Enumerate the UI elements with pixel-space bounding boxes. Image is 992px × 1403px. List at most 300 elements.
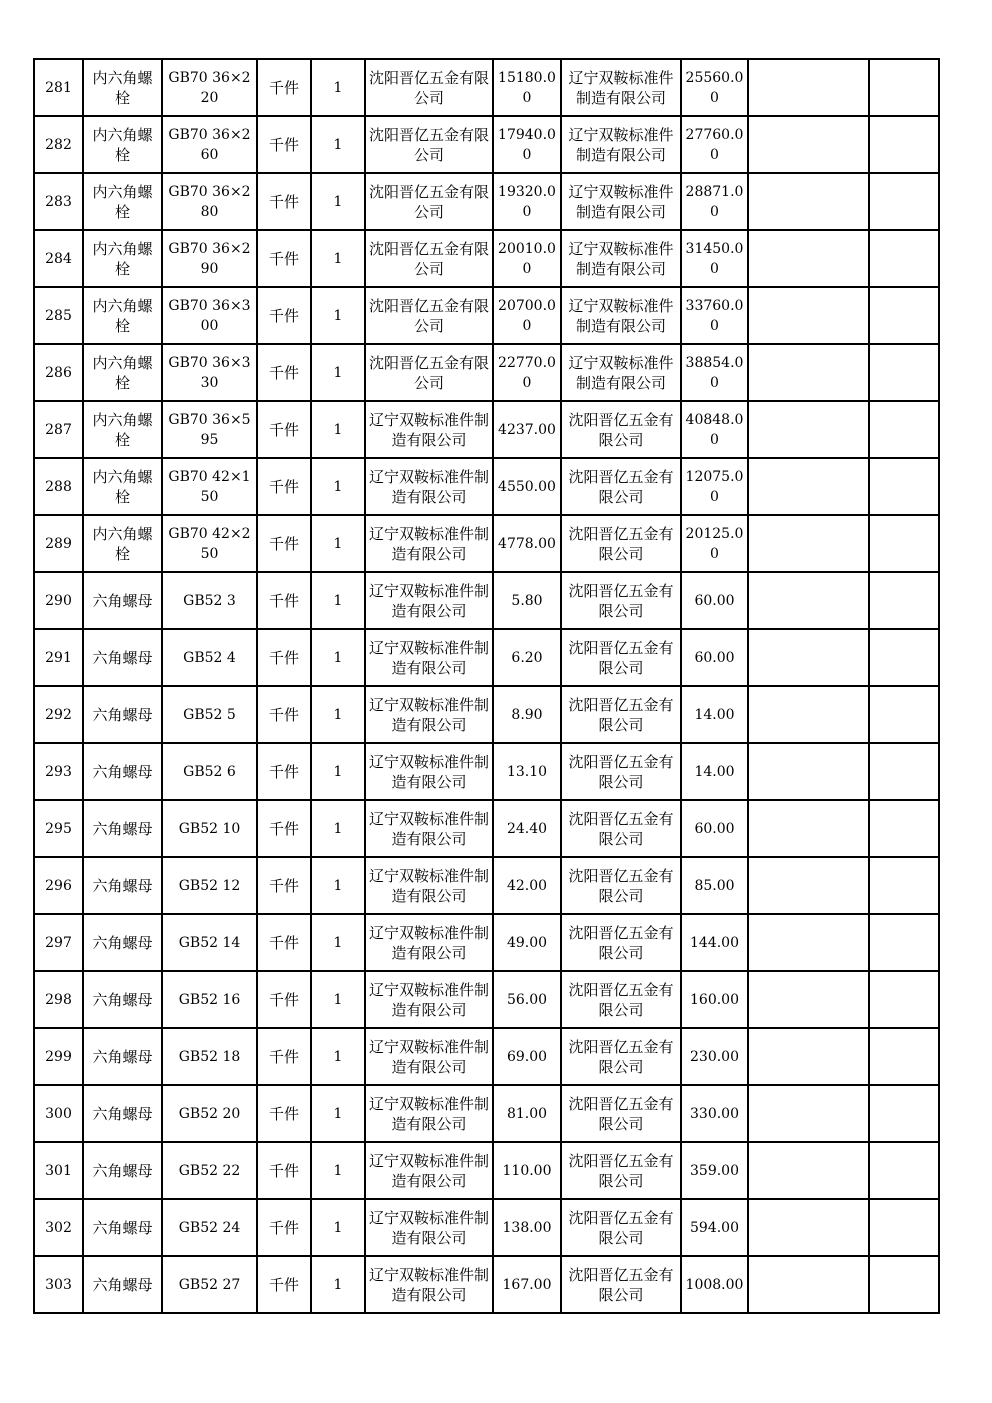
row-number-cell-text: 303 bbox=[45, 1276, 72, 1293]
item-name-cell bbox=[83, 173, 162, 230]
item-name-cell-text: 内六角螺栓 bbox=[92, 524, 153, 563]
price-a-cell bbox=[493, 59, 561, 116]
quantity-cell-text: 1 bbox=[333, 1162, 343, 1179]
unit-cell bbox=[257, 1085, 311, 1142]
price-b-cell-text: 14.00 bbox=[694, 763, 735, 780]
price-b-cell-text: 144.00 bbox=[690, 934, 739, 951]
row-number-cell-text: 287 bbox=[45, 421, 72, 438]
spec-cell-text: GB70 36×260 bbox=[168, 126, 251, 163]
item-name-cell-text: 内六角螺栓 bbox=[92, 68, 153, 107]
unit-cell bbox=[257, 743, 311, 800]
spec-cell-text: GB52 16 bbox=[178, 991, 241, 1008]
price-b-cell-text: 1008.00 bbox=[685, 1276, 744, 1293]
supplier-b-cell bbox=[561, 401, 681, 458]
row-number-cell bbox=[34, 230, 83, 287]
unit-cell-text: 千件 bbox=[268, 420, 299, 439]
supplier-a-cell bbox=[365, 914, 493, 971]
supplier-a-cell bbox=[365, 686, 493, 743]
price-b-cell bbox=[681, 629, 748, 686]
quantity-cell-text: 1 bbox=[333, 535, 343, 552]
supplier-b-cell bbox=[561, 116, 681, 173]
quantity-cell bbox=[311, 629, 365, 686]
item-name-cell-text: 六角螺母 bbox=[92, 876, 153, 895]
quantity-cell-text: 1 bbox=[333, 250, 343, 267]
price-b-cell bbox=[681, 1142, 748, 1199]
price-b-cell bbox=[681, 800, 748, 857]
supplier-b-cell-text: 沈阳晋亿五金有限公司 bbox=[568, 1037, 674, 1076]
quantity-cell-text: 1 bbox=[333, 991, 343, 1008]
unit-cell bbox=[257, 800, 311, 857]
blank-cell-11 bbox=[869, 116, 939, 173]
quantity-cell-text: 1 bbox=[333, 193, 343, 210]
item-name-cell-text: 内六角螺栓 bbox=[92, 296, 153, 335]
price-a-cell bbox=[493, 1085, 561, 1142]
price-b-cell-text: 330.00 bbox=[690, 1105, 739, 1122]
unit-cell bbox=[257, 971, 311, 1028]
price-b-cell-text: 230.00 bbox=[690, 1048, 739, 1065]
supplier-a-cell bbox=[365, 1199, 493, 1256]
table-row bbox=[34, 629, 939, 686]
spec-cell-text: GB52 4 bbox=[183, 649, 236, 666]
supplier-a-cell-text: 辽宁双鞍标准件制造有限公司 bbox=[368, 752, 489, 791]
table-row bbox=[34, 287, 939, 344]
blank-cell-11 bbox=[869, 1142, 939, 1199]
supplier-b-cell bbox=[561, 1256, 681, 1313]
supplier-a-cell-text: 沈阳晋亿五金有限公司 bbox=[368, 353, 489, 392]
row-number-cell bbox=[34, 971, 83, 1028]
spec-cell-text: GB70 36×300 bbox=[168, 297, 251, 334]
price-a-cell-text: 8.90 bbox=[511, 706, 543, 723]
supplier-b-cell-text: 沈阳晋亿五金有限公司 bbox=[568, 1094, 674, 1133]
supplier-b-cell-text: 沈阳晋亿五金有限公司 bbox=[568, 1265, 674, 1304]
blank-cell-10 bbox=[748, 344, 869, 401]
unit-cell-text: 千件 bbox=[268, 705, 299, 724]
supplier-b-cell bbox=[561, 1085, 681, 1142]
spec-cell-text: GB52 6 bbox=[183, 763, 236, 780]
spec-cell-text: GB52 22 bbox=[178, 1162, 241, 1179]
supplier-a-cell-text: 辽宁双鞍标准件制造有限公司 bbox=[368, 866, 489, 905]
item-name-cell-text: 六角螺母 bbox=[92, 1275, 153, 1294]
blank-cell-11 bbox=[869, 629, 939, 686]
price-a-cell-text: 42.00 bbox=[506, 877, 548, 894]
item-name-cell-text: 六角螺母 bbox=[92, 1104, 153, 1123]
blank-cell-10 bbox=[748, 287, 869, 344]
price-a-cell-text: 24.40 bbox=[506, 820, 548, 837]
unit-cell-text: 千件 bbox=[268, 135, 299, 154]
supplier-b-cell-text: 沈阳晋亿五金有限公司 bbox=[568, 581, 674, 620]
price-a-cell bbox=[493, 230, 561, 287]
unit-cell bbox=[257, 572, 311, 629]
price-b-cell-text: 31450.00 bbox=[685, 240, 744, 277]
supplier-b-cell bbox=[561, 800, 681, 857]
item-name-cell bbox=[83, 857, 162, 914]
supplier-a-cell-text: 沈阳晋亿五金有限公司 bbox=[368, 239, 489, 278]
unit-cell bbox=[257, 401, 311, 458]
price-a-cell bbox=[493, 857, 561, 914]
price-b-cell bbox=[681, 572, 748, 629]
table-row bbox=[34, 800, 939, 857]
table-row bbox=[34, 344, 939, 401]
price-b-cell bbox=[681, 1085, 748, 1142]
row-number-cell-text: 286 bbox=[45, 364, 72, 381]
item-name-cell-text: 内六角螺栓 bbox=[92, 410, 153, 449]
quantity-cell-text: 1 bbox=[333, 364, 343, 381]
quantity-cell-text: 1 bbox=[333, 136, 343, 153]
unit-cell bbox=[257, 59, 311, 116]
quantity-cell-text: 1 bbox=[333, 934, 343, 951]
blank-cell-10 bbox=[748, 116, 869, 173]
unit-cell-text: 千件 bbox=[268, 477, 299, 496]
unit-cell bbox=[257, 515, 311, 572]
spec-cell-text: GB52 14 bbox=[178, 934, 241, 951]
blank-cell-10 bbox=[748, 629, 869, 686]
supplier-a-cell bbox=[365, 1028, 493, 1085]
quantity-cell-text: 1 bbox=[333, 1048, 343, 1065]
price-a-cell bbox=[493, 458, 561, 515]
table-row bbox=[34, 1199, 939, 1256]
unit-cell bbox=[257, 116, 311, 173]
unit-cell bbox=[257, 1028, 311, 1085]
price-b-cell bbox=[681, 857, 748, 914]
supplier-b-cell-text: 辽宁双鞍标准件制造有限公司 bbox=[568, 182, 674, 221]
price-a-cell bbox=[493, 1256, 561, 1313]
quantity-cell bbox=[311, 914, 365, 971]
price-b-cell-text: 14.00 bbox=[694, 706, 735, 723]
item-name-cell bbox=[83, 743, 162, 800]
supplier-a-cell-text: 辽宁双鞍标准件制造有限公司 bbox=[368, 809, 489, 848]
spec-cell bbox=[162, 1199, 257, 1256]
supplier-b-cell bbox=[561, 59, 681, 116]
price-b-cell-text: 60.00 bbox=[694, 649, 735, 666]
price-b-cell-text: 359.00 bbox=[690, 1162, 739, 1179]
supplier-b-cell bbox=[561, 1142, 681, 1199]
unit-cell-text: 千件 bbox=[268, 1161, 299, 1180]
item-name-cell bbox=[83, 344, 162, 401]
quantity-cell bbox=[311, 1142, 365, 1199]
spec-cell bbox=[162, 59, 257, 116]
price-b-cell bbox=[681, 1256, 748, 1313]
row-number-cell bbox=[34, 287, 83, 344]
spec-cell bbox=[162, 572, 257, 629]
supplier-b-cell-text: 辽宁双鞍标准件制造有限公司 bbox=[568, 68, 674, 107]
supplier-a-cell-text: 辽宁双鞍标准件制造有限公司 bbox=[368, 638, 489, 677]
price-a-cell bbox=[493, 515, 561, 572]
unit-cell bbox=[257, 230, 311, 287]
price-a-cell bbox=[493, 116, 561, 173]
supplier-b-cell bbox=[561, 287, 681, 344]
supplier-b-cell bbox=[561, 629, 681, 686]
unit-cell-text: 千件 bbox=[268, 648, 299, 667]
item-name-cell bbox=[83, 59, 162, 116]
item-name-cell-text: 内六角螺栓 bbox=[92, 353, 153, 392]
quantity-cell-text: 1 bbox=[333, 820, 343, 837]
supplier-b-cell bbox=[561, 572, 681, 629]
spec-cell-text: GB70 36×330 bbox=[168, 354, 251, 391]
row-number-cell bbox=[34, 686, 83, 743]
blank-cell-11 bbox=[869, 743, 939, 800]
price-b-cell bbox=[681, 971, 748, 1028]
unit-cell bbox=[257, 857, 311, 914]
quantity-cell bbox=[311, 59, 365, 116]
row-number-cell-text: 281 bbox=[45, 79, 72, 96]
item-name-cell-text: 内六角螺栓 bbox=[92, 125, 153, 164]
price-comparison-table bbox=[33, 58, 940, 1314]
supplier-a-cell-text: 辽宁双鞍标准件制造有限公司 bbox=[368, 1151, 489, 1190]
supplier-b-cell-text: 辽宁双鞍标准件制造有限公司 bbox=[568, 125, 674, 164]
unit-cell bbox=[257, 629, 311, 686]
quantity-cell bbox=[311, 458, 365, 515]
spec-cell bbox=[162, 1142, 257, 1199]
spec-cell-text: GB70 36×220 bbox=[168, 69, 251, 106]
item-name-cell bbox=[83, 1256, 162, 1313]
quantity-cell bbox=[311, 401, 365, 458]
row-number-cell bbox=[34, 458, 83, 515]
unit-cell-text: 千件 bbox=[268, 192, 299, 211]
table-row bbox=[34, 1142, 939, 1199]
supplier-a-cell bbox=[365, 857, 493, 914]
supplier-b-cell-text: 沈阳晋亿五金有限公司 bbox=[568, 695, 674, 734]
row-number-cell bbox=[34, 1142, 83, 1199]
item-name-cell bbox=[83, 572, 162, 629]
item-name-cell-text: 六角螺母 bbox=[92, 648, 153, 667]
quantity-cell-text: 1 bbox=[333, 592, 343, 609]
supplier-b-cell-text: 辽宁双鞍标准件制造有限公司 bbox=[568, 296, 674, 335]
blank-cell-10 bbox=[748, 1256, 869, 1313]
spec-cell-text: GB70 36×595 bbox=[168, 411, 251, 448]
price-a-cell bbox=[493, 401, 561, 458]
price-b-cell-text: 20125.00 bbox=[685, 525, 744, 562]
supplier-b-cell bbox=[561, 230, 681, 287]
supplier-a-cell bbox=[365, 344, 493, 401]
supplier-b-cell bbox=[561, 857, 681, 914]
item-name-cell bbox=[83, 1199, 162, 1256]
supplier-a-cell bbox=[365, 1085, 493, 1142]
item-name-cell-text: 六角螺母 bbox=[92, 762, 153, 781]
unit-cell bbox=[257, 173, 311, 230]
blank-cell-11 bbox=[869, 800, 939, 857]
supplier-a-cell bbox=[365, 287, 493, 344]
price-a-cell bbox=[493, 914, 561, 971]
quantity-cell-text: 1 bbox=[333, 1105, 343, 1122]
table-row bbox=[34, 686, 939, 743]
quantity-cell bbox=[311, 857, 365, 914]
row-number-cell bbox=[34, 344, 83, 401]
row-number-cell-text: 301 bbox=[45, 1162, 72, 1179]
price-a-cell-text: 5.80 bbox=[511, 592, 543, 609]
supplier-b-cell-text: 沈阳晋亿五金有限公司 bbox=[568, 866, 674, 905]
supplier-a-cell bbox=[365, 800, 493, 857]
price-a-cell-text: 138.00 bbox=[502, 1219, 552, 1236]
supplier-b-cell-text: 沈阳晋亿五金有限公司 bbox=[568, 1151, 674, 1190]
price-a-cell-text: 20700.00 bbox=[498, 297, 556, 334]
unit-cell-text: 千件 bbox=[268, 819, 299, 838]
table-row bbox=[34, 971, 939, 1028]
quantity-cell bbox=[311, 1199, 365, 1256]
table-row bbox=[34, 743, 939, 800]
supplier-a-cell-text: 辽宁双鞍标准件制造有限公司 bbox=[368, 467, 489, 506]
spec-cell bbox=[162, 116, 257, 173]
row-number-cell-text: 292 bbox=[45, 706, 72, 723]
blank-cell-11 bbox=[869, 857, 939, 914]
spec-cell bbox=[162, 800, 257, 857]
price-b-cell bbox=[681, 1028, 748, 1085]
spec-cell-text: GB70 36×280 bbox=[168, 183, 251, 220]
price-b-cell bbox=[681, 743, 748, 800]
row-number-cell bbox=[34, 743, 83, 800]
price-b-cell-text: 85.00 bbox=[694, 877, 735, 894]
row-number-cell bbox=[34, 1028, 83, 1085]
item-name-cell-text: 六角螺母 bbox=[92, 990, 153, 1009]
price-b-cell bbox=[681, 116, 748, 173]
spec-cell-text: GB52 27 bbox=[178, 1276, 241, 1293]
blank-cell-10 bbox=[748, 230, 869, 287]
spec-cell-text: GB52 5 bbox=[183, 706, 236, 723]
spec-cell-text: GB52 3 bbox=[183, 592, 236, 609]
price-b-cell bbox=[681, 686, 748, 743]
spec-cell-text: GB52 18 bbox=[178, 1048, 241, 1065]
row-number-cell-text: 290 bbox=[45, 592, 72, 609]
supplier-b-cell-text: 辽宁双鞍标准件制造有限公司 bbox=[568, 353, 674, 392]
quantity-cell-text: 1 bbox=[333, 877, 343, 894]
spec-cell bbox=[162, 401, 257, 458]
blank-cell-11 bbox=[869, 914, 939, 971]
supplier-b-cell-text: 沈阳晋亿五金有限公司 bbox=[568, 638, 674, 677]
quantity-cell-text: 1 bbox=[333, 1276, 343, 1293]
spec-cell bbox=[162, 173, 257, 230]
row-number-cell-text: 289 bbox=[45, 535, 72, 552]
supplier-a-cell bbox=[365, 59, 493, 116]
spec-cell bbox=[162, 1028, 257, 1085]
blank-cell-11 bbox=[869, 1256, 939, 1313]
spec-cell bbox=[162, 344, 257, 401]
quantity-cell-text: 1 bbox=[333, 421, 343, 438]
row-number-cell bbox=[34, 857, 83, 914]
supplier-a-cell bbox=[365, 572, 493, 629]
unit-cell-text: 千件 bbox=[268, 306, 299, 325]
item-name-cell-text: 内六角螺栓 bbox=[92, 182, 153, 221]
price-b-cell-text: 12075.00 bbox=[685, 468, 744, 505]
spec-cell-text: GB70 42×150 bbox=[168, 468, 251, 505]
quantity-cell bbox=[311, 1085, 365, 1142]
row-number-cell bbox=[34, 572, 83, 629]
supplier-a-cell bbox=[365, 116, 493, 173]
item-name-cell-text: 六角螺母 bbox=[92, 1218, 153, 1237]
spec-cell bbox=[162, 857, 257, 914]
price-b-cell bbox=[681, 230, 748, 287]
blank-cell-11 bbox=[869, 401, 939, 458]
supplier-b-cell-text: 沈阳晋亿五金有限公司 bbox=[568, 1208, 674, 1247]
blank-cell-10 bbox=[748, 458, 869, 515]
blank-cell-11 bbox=[869, 1199, 939, 1256]
unit-cell bbox=[257, 1199, 311, 1256]
item-name-cell bbox=[83, 1085, 162, 1142]
supplier-b-cell bbox=[561, 914, 681, 971]
blank-cell-10 bbox=[748, 1085, 869, 1142]
price-b-cell bbox=[681, 1199, 748, 1256]
price-a-cell-text: 4237.00 bbox=[498, 421, 556, 438]
blank-cell-10 bbox=[748, 743, 869, 800]
blank-cell-10 bbox=[748, 173, 869, 230]
supplier-b-cell bbox=[561, 1199, 681, 1256]
spec-cell-text: GB52 24 bbox=[178, 1219, 241, 1236]
item-name-cell bbox=[83, 458, 162, 515]
item-name-cell bbox=[83, 914, 162, 971]
item-name-cell bbox=[83, 800, 162, 857]
item-name-cell bbox=[83, 1142, 162, 1199]
quantity-cell bbox=[311, 686, 365, 743]
price-b-cell-text: 60.00 bbox=[694, 592, 735, 609]
item-name-cell-text: 六角螺母 bbox=[92, 819, 153, 838]
price-b-cell bbox=[681, 401, 748, 458]
blank-cell-10 bbox=[748, 515, 869, 572]
table-row bbox=[34, 857, 939, 914]
row-number-cell bbox=[34, 116, 83, 173]
row-number-cell-text: 299 bbox=[45, 1048, 72, 1065]
item-name-cell-text: 六角螺母 bbox=[92, 705, 153, 724]
unit-cell-text: 千件 bbox=[268, 78, 299, 97]
price-a-cell bbox=[493, 629, 561, 686]
table-row bbox=[34, 401, 939, 458]
quantity-cell bbox=[311, 743, 365, 800]
blank-cell-10 bbox=[748, 572, 869, 629]
price-b-cell-text: 40848.00 bbox=[685, 411, 744, 448]
unit-cell-text: 千件 bbox=[268, 762, 299, 781]
supplier-b-cell bbox=[561, 344, 681, 401]
unit-cell bbox=[257, 1142, 311, 1199]
price-a-cell-text: 81.00 bbox=[506, 1105, 548, 1122]
price-a-cell bbox=[493, 287, 561, 344]
table-body bbox=[34, 59, 939, 1313]
spec-cell-text: GB52 10 bbox=[178, 820, 241, 837]
spec-cell bbox=[162, 515, 257, 572]
price-a-cell bbox=[493, 1199, 561, 1256]
price-b-cell-text: 25560.00 bbox=[685, 69, 744, 106]
price-a-cell bbox=[493, 743, 561, 800]
quantity-cell bbox=[311, 287, 365, 344]
blank-cell-11 bbox=[869, 287, 939, 344]
item-name-cell-text: 六角螺母 bbox=[92, 1047, 153, 1066]
price-a-cell-text: 4778.00 bbox=[498, 535, 556, 552]
blank-cell-11 bbox=[869, 230, 939, 287]
quantity-cell bbox=[311, 1028, 365, 1085]
price-b-cell bbox=[681, 287, 748, 344]
quantity-cell bbox=[311, 800, 365, 857]
supplier-b-cell bbox=[561, 686, 681, 743]
price-b-cell bbox=[681, 458, 748, 515]
table-row bbox=[34, 572, 939, 629]
price-a-cell bbox=[493, 971, 561, 1028]
blank-cell-11 bbox=[869, 1028, 939, 1085]
row-number-cell bbox=[34, 1085, 83, 1142]
unit-cell bbox=[257, 1256, 311, 1313]
supplier-a-cell-text: 辽宁双鞍标准件制造有限公司 bbox=[368, 581, 489, 620]
item-name-cell bbox=[83, 629, 162, 686]
spec-cell bbox=[162, 914, 257, 971]
supplier-b-cell-text: 沈阳晋亿五金有限公司 bbox=[568, 809, 674, 848]
row-number-cell-text: 297 bbox=[45, 934, 72, 951]
item-name-cell-text: 内六角螺栓 bbox=[92, 467, 153, 506]
blank-cell-10 bbox=[748, 857, 869, 914]
unit-cell bbox=[257, 686, 311, 743]
price-a-cell bbox=[493, 173, 561, 230]
supplier-b-cell-text: 辽宁双鞍标准件制造有限公司 bbox=[568, 239, 674, 278]
blank-cell-10 bbox=[748, 971, 869, 1028]
row-number-cell-text: 285 bbox=[45, 307, 72, 324]
spec-cell bbox=[162, 287, 257, 344]
unit-cell-text: 千件 bbox=[268, 1275, 299, 1294]
table-row bbox=[34, 230, 939, 287]
table-row bbox=[34, 116, 939, 173]
